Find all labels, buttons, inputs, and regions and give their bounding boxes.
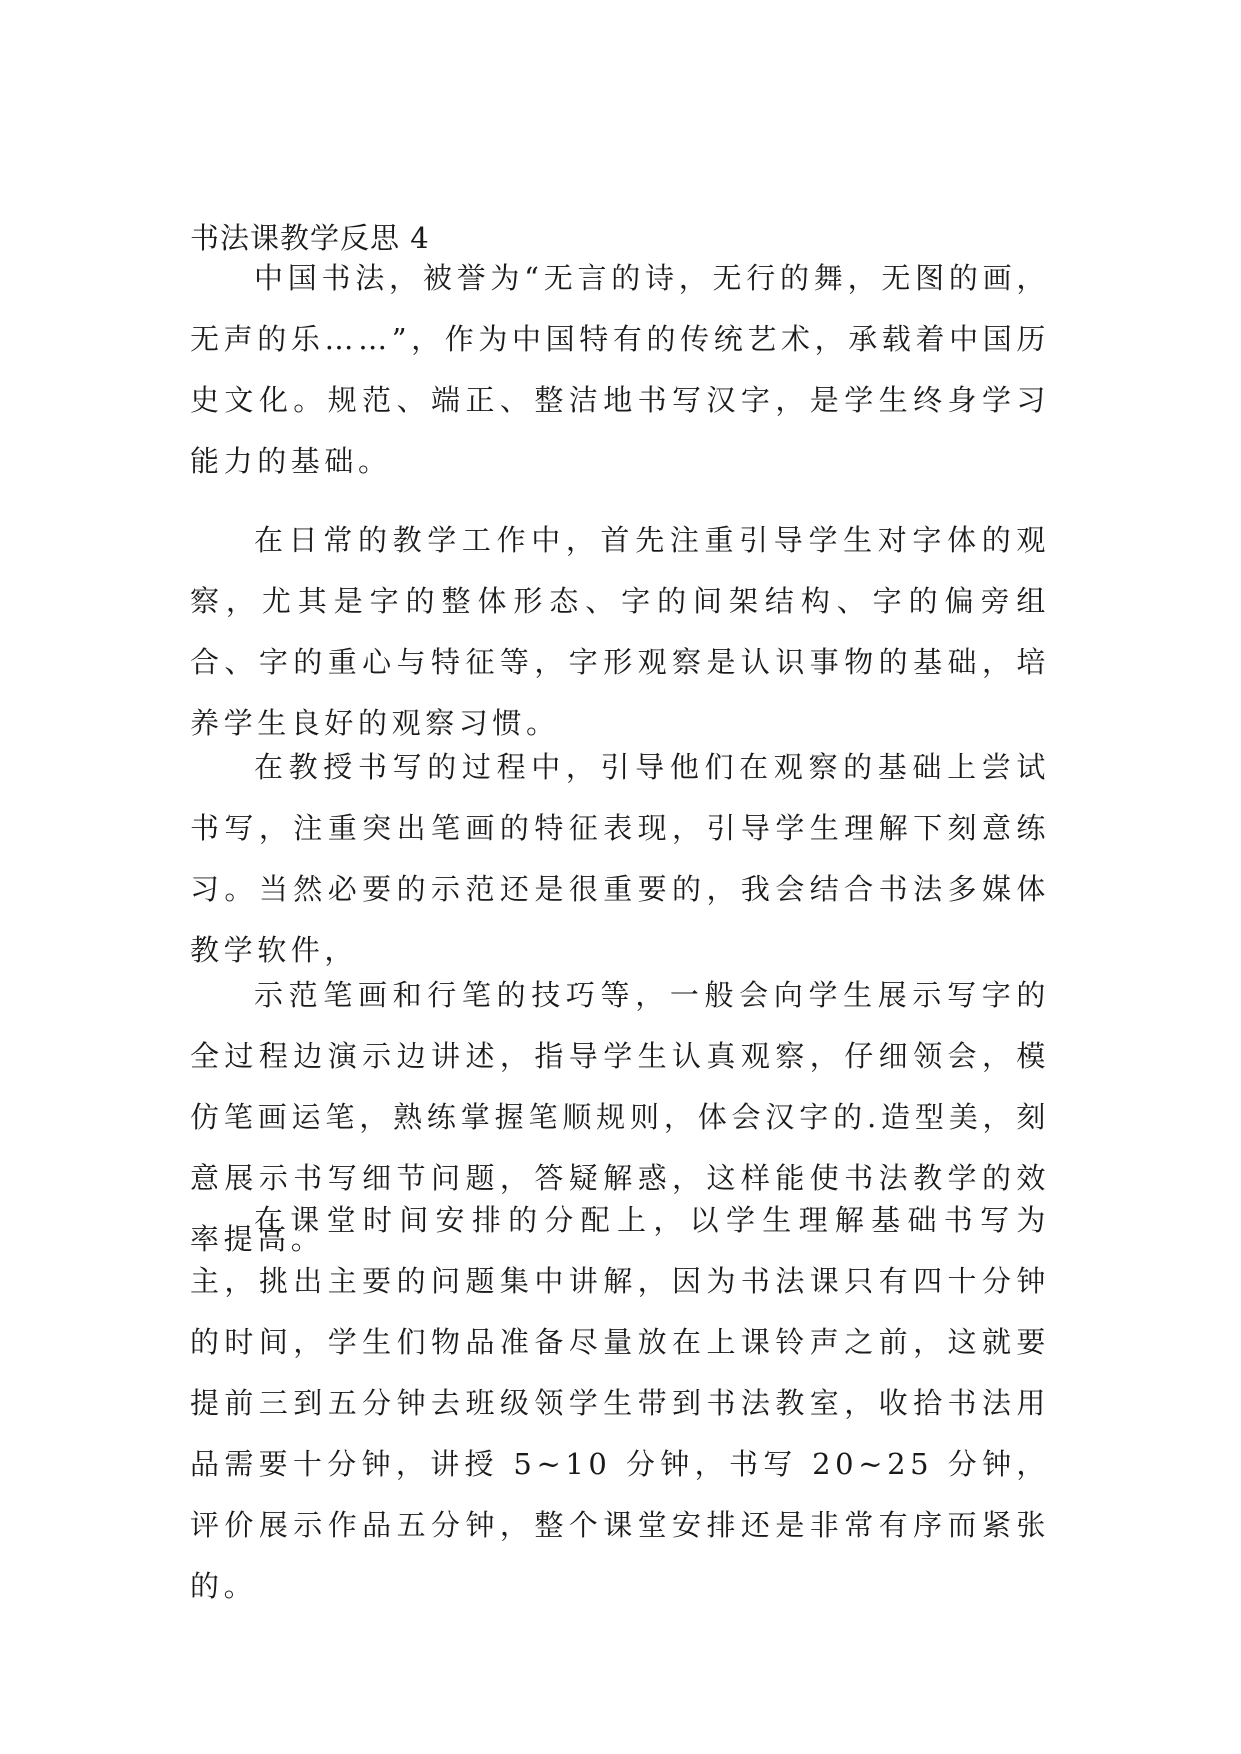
document-page <box>190 0 1050 1754</box>
paragraph-4: 示范笔画和行笔的技巧等，一般会向学生展示写字的全过程边演示边讲述，指导学生认真观察，仔细领会，模仿笔画运笔，熟练掌握笔顺规则，体会汉字的.造型美，刻意展示书写细节问题，答疑解惑，这样能使书法教学的效率提高。 <box>190 978 1050 1256</box>
paragraph-1: 中国书法，被誉为“无言的诗，无行的舞，无图的画，无声的乐……”，作为中国特有的传统艺术，承载着中国历史文化。规范、端正、整洁地书写汉字，是学生终身学习能力的基础。 <box>190 261 1050 478</box>
paragraph-5: 在课堂时间安排的分配上，以学生理解基础书写为主，挑出主要的问题集中讲解，因为书法课只有四十分钟的时间，学生们物品准备尽量放在上课铃声之前，这就要提前三到五分钟去班级领学生带到书法教室，收拾书法用品需要十分钟，讲授 5~10 分钟，书写 20~25 分钟，评价展示作品五分钟，整个课堂安排还是非常有序而紧张的。 <box>190 1203 1050 1603</box>
paragraph-3: 在教授书写的过程中，引导他们在观察的基础上尝试书写，注重突出笔画的特征表现，引导学生理解下刻意练习。当然必要的示范还是很重要的，我会结合书法多媒体教学软件， <box>190 750 1050 967</box>
document-title: 书法课教学反思 4 <box>190 221 430 255</box>
paragraph-2: 在日常的教学工作中，首先注重引导学生对字体的观察，尤其是字的整体形态、字的间架结构、字的偏旁组合、字的重心与特征等，字形观察是认识事物的基础，培养学生良好的观察习惯。 <box>190 523 1050 740</box>
